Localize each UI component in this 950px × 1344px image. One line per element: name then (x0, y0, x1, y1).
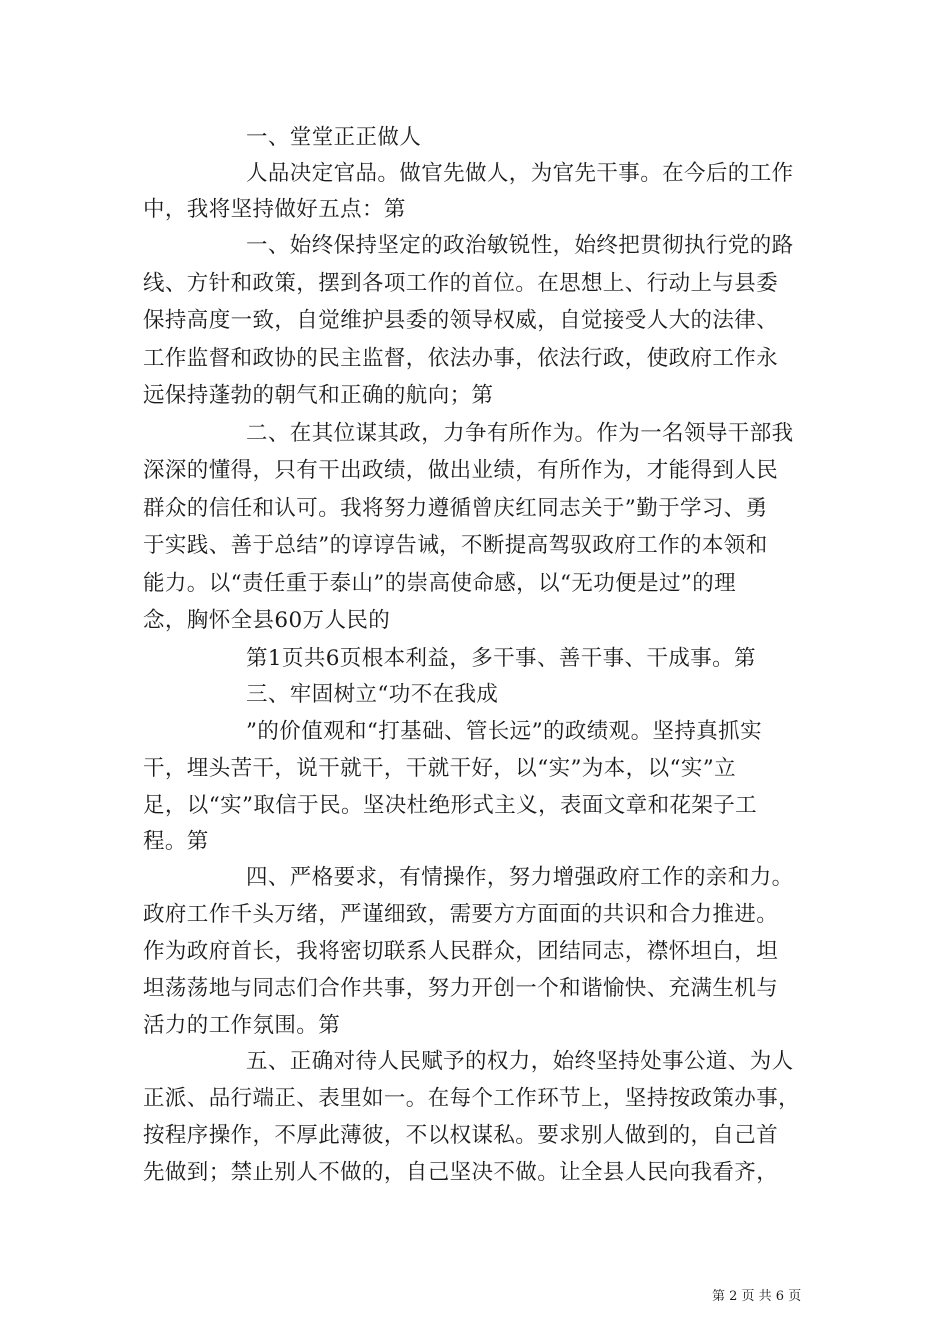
text-line: 足，以“实”取信于民。坚决杜绝形式主义，表面文章和花架子工 (143, 793, 758, 818)
text-line: 四、严格要求，有情操作，努力增强政府工作的亲和力。 (246, 865, 794, 890)
text-line: 三、牢固树立“功不在我成 (246, 682, 499, 707)
text-line: 先做到；禁止别人不做的，自己坚决不做。让全县人民向我看齐， (143, 1160, 779, 1185)
text-line: 按程序操作，不厚此薄彼，不以权谋私。要求别人做到的，自己首 (143, 1123, 779, 1148)
text-line: 远保持蓬勃的朝气和正确的航向；第 (143, 383, 494, 408)
text-line: 念，胸怀全县60万人民的 (143, 608, 391, 633)
text-line: 一、始终保持坚定的政治敏锐性，始终把贯彻执行党的路 (246, 233, 794, 258)
text-line: 深深的懂得，只有干出政绩，做出业绩，有所作为，才能得到人民 (143, 458, 779, 483)
text-line: 保持高度一致，自觉维护县委的领导权威，自觉接受人大的法律、 (143, 308, 779, 333)
text-line: 坦荡荡地与同志们合作共事，努力开创一个和谐愉快、充满生机与 (143, 976, 779, 1001)
text-line: 活力的工作氛围。第 (143, 1013, 341, 1038)
text-line: 人品决定官品。做官先做人，为官先干事。在今后的工作 (246, 161, 794, 186)
text-line: 一、堂堂正正做人 (246, 125, 422, 150)
text-line: 正派、品行端正、表里如一。在每个工作环节上，坚持按政策办事， (143, 1086, 801, 1111)
text-line: 中，我将坚持做好五点：第 (143, 197, 406, 222)
text-line: 干，埋头苦干，说干就干，干就干好，以“实”为本，以“实”立 (143, 756, 737, 781)
text-line: 政府工作千头万绪，严谨细致，需要方方面面的共识和合力推进。 (143, 902, 779, 927)
text-line: 能力。以“责任重于泰山”的崇高使命感，以“无功便是过”的理 (143, 571, 737, 596)
text-line: 作为政府首长，我将密切联系人民群众，团结同志，襟怀坦白，坦 (143, 939, 779, 964)
page-footer: 第 2 页 共 6 页 (712, 1289, 802, 1304)
text-line: 五、正确对待人民赋予的权力，始终坚持处事公道、为人 (246, 1049, 794, 1074)
text-line: 群众的信任和认可。我将努力遵循曾庆红同志关于”勤于学习、勇 (143, 496, 768, 521)
text-line: 工作监督和政协的民主监督，依法办事，依法行政，使政府工作永 (143, 346, 779, 371)
text-line: 二、在其位谋其政，力争有所作为。作为一名领导干部我 (246, 421, 794, 446)
text-line: 程。第 (143, 829, 209, 854)
text-line: 第1页共6页根本利益，多干事、善干事、干成事。第 (246, 646, 756, 671)
text-line: ”的价值观和“打基础、管长远”的政绩观。坚持真抓实 (246, 719, 762, 744)
text-line: 线、方针和政策，摆到各项工作的首位。在思想上、行动上与县委 (143, 271, 779, 296)
text-line: 于实践、善于总结”的谆谆告诫，不断提高驾驭政府工作的本领和 (143, 533, 768, 558)
